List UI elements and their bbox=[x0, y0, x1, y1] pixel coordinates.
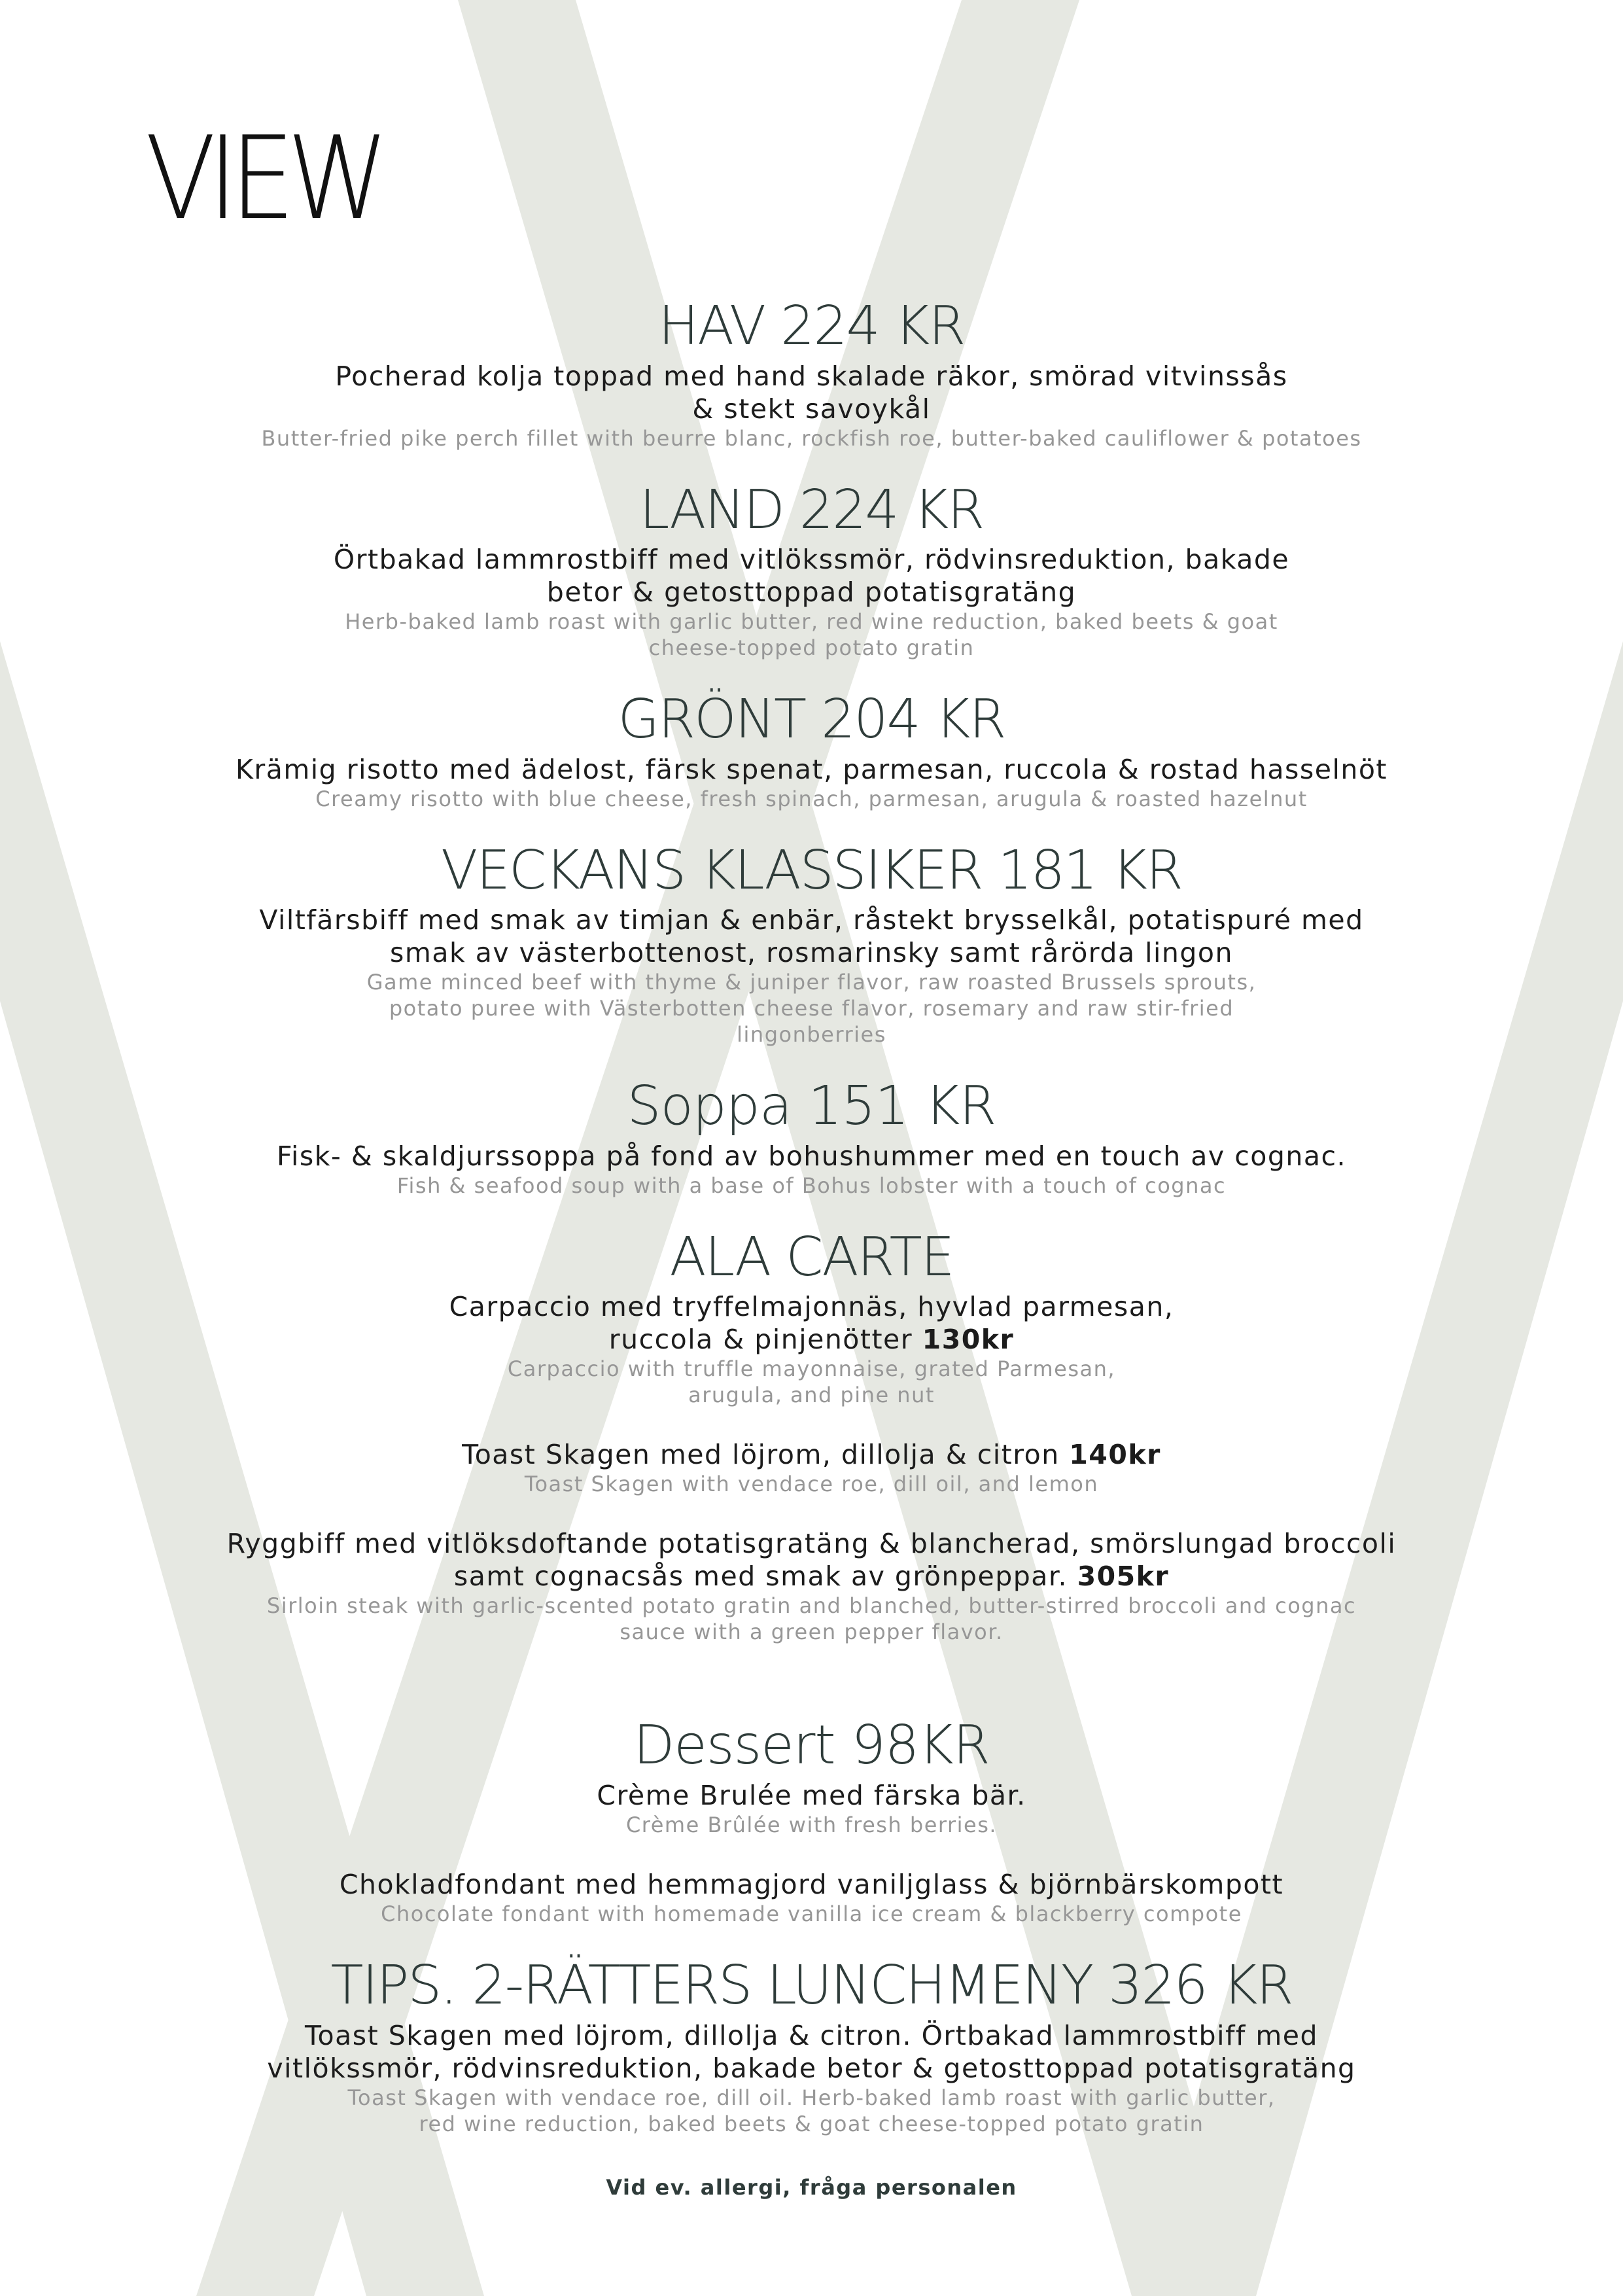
dish-description-en: Game minced beef with thyme & juniper flavor, raw roasted Brussels sprouts, potato puree with Västerbotten cheese flavor, rosemary and raw stir-fried lingonberries bbox=[366, 970, 1257, 1048]
section-alacarte bbox=[216, 1226, 1407, 1646]
dish-ryggbiff bbox=[216, 1527, 1407, 1645]
section-lunchmeny bbox=[216, 1954, 1407, 2137]
dish-description-sv: Toast Skagen med löjrom, dillolja & citron. Örtbakad lammrostbiff med vitlökssmör, rödvinsreduktion, bakade betor & getosttoppad potatisgratäng bbox=[267, 2019, 1356, 2084]
dish-creme-brulee bbox=[216, 1775, 1407, 1838]
dish-description-en: Chocolate fondant with homemade vanilla ice cream & blackberry compote bbox=[381, 1901, 1242, 1927]
section-hav bbox=[216, 295, 1407, 451]
section-dessert bbox=[216, 1714, 1407, 1927]
dish-description-en: Fish & seafood soup with a base of Bohus lobster with a touch of cognac bbox=[396, 1173, 1227, 1198]
section-klassiker bbox=[216, 839, 1407, 1048]
section-title: HAV 224 KR bbox=[658, 295, 965, 357]
section-title: ALA CARTE bbox=[669, 1226, 954, 1288]
dish-price: 305kr bbox=[1077, 1561, 1170, 1593]
dish-price: 140kr bbox=[1069, 1439, 1161, 1471]
dish-description-sv: Krämig risotto med ädelost, färsk spenat, parmesan, ruccola & rostad hasselnöt bbox=[235, 753, 1387, 785]
dish-chokladfondant bbox=[216, 1868, 1407, 1927]
section-title: TIPS. 2-RÄTTERS LUNCHMENY 326 KR bbox=[330, 1954, 1293, 2017]
allergy-note: Vid ev. allergi, fråga personalen bbox=[606, 2174, 1017, 2200]
dish-description-sv: Chokladfondant med hemmagjord vaniljglass & björnbärskompott bbox=[339, 1869, 1284, 1901]
dish-description-sv: Ryggbiff med vitlöksdoftande potatisgratäng & blancherad, smörslungad broccoli samt cognacsås med smak av grönpeppar. 305kr bbox=[226, 1528, 1397, 1593]
svg-text:VIEW: VIEW bbox=[145, 134, 381, 226]
section-title: Soppa 151 KR bbox=[627, 1075, 996, 1138]
dish-toast-skagen bbox=[216, 1438, 1407, 1497]
dish-price: 130kr bbox=[922, 1324, 1015, 1356]
dish-description-sv: Carpaccio med tryffelmajonnäs, hyvlad parmesan, ruccola & pinjenötter 130kr bbox=[449, 1291, 1174, 1356]
dish-description-sv: Örtbakad lammrostbiff med vitlökssmör, rödvinsreduktion, bakade betor & getosttoppad potatisgratäng bbox=[333, 544, 1290, 609]
section-gront bbox=[216, 688, 1407, 812]
section-land bbox=[216, 478, 1407, 662]
section-title: VECKANS KLASSIKER 181 KR bbox=[441, 839, 1182, 902]
dish-description-sv: Toast Skagen med löjrom, dillolja & citron 140kr bbox=[462, 1439, 1161, 1471]
section-title: Dessert 98KR bbox=[633, 1714, 990, 1777]
dish-carpaccio bbox=[216, 1286, 1407, 1408]
dish-description-en: Butter-fried pike perch fillet with beurre blanc, rockfish roe, butter-baked cauliflower & potatoes bbox=[261, 425, 1362, 451]
section-title: LAND 224 KR bbox=[639, 478, 984, 541]
section-soppa bbox=[216, 1075, 1407, 1199]
menu-content bbox=[216, 295, 1407, 2200]
dish-description-sv: Crème Brulée med färska bär. bbox=[597, 1780, 1026, 1812]
dish-description-sv: Pocherad kolja toppad med hand skalade räkor, smörad vitvinssås & stekt savoykål bbox=[335, 360, 1288, 425]
dish-description-sv: Fisk- & skaldjurssoppa på fond av bohushummer med en touch av cognac. bbox=[276, 1140, 1347, 1172]
dish-description-en: Crème Brûlée with fresh berries. bbox=[625, 1812, 998, 1838]
dish-description-en: Sirloin steak with garlic-scented potato gratin and blanched, butter-stirred broccoli and cognac sauce with a green pepper flavor. bbox=[266, 1593, 1357, 1645]
dish-description-en: Toast Skagen with vendace roe, dill oil. Herb-baked lamb roast with garlic butter, red wine reduction, baked beets & goat cheese-topped potato gratin bbox=[347, 2085, 1276, 2136]
dish-description-sv: Viltfärsbiff med smak av timjan & enbär, råstekt brysselkål, potatispuré med smak av västerbottenost, rosmarinsky samt rårörda lingon bbox=[259, 904, 1364, 969]
dish-description-en: Creamy risotto with blue cheese, fresh spinach, parmesan, arugula & roasted hazelnut bbox=[315, 786, 1308, 811]
dish-description-en: Carpaccio with truffle mayonnaise, grated Parmesan, arugula, and pine nut bbox=[507, 1356, 1116, 1408]
section-title: GRÖNT 204 KR bbox=[618, 688, 1005, 751]
dish-description-en: Toast Skagen with vendace roe, dill oil, and lemon bbox=[524, 1472, 1099, 1497]
view-logo bbox=[145, 134, 381, 226]
dish-description-en: Herb-baked lamb roast with garlic butter, red wine reduction, baked beets & goat cheese-topped potato gratin bbox=[345, 609, 1278, 661]
